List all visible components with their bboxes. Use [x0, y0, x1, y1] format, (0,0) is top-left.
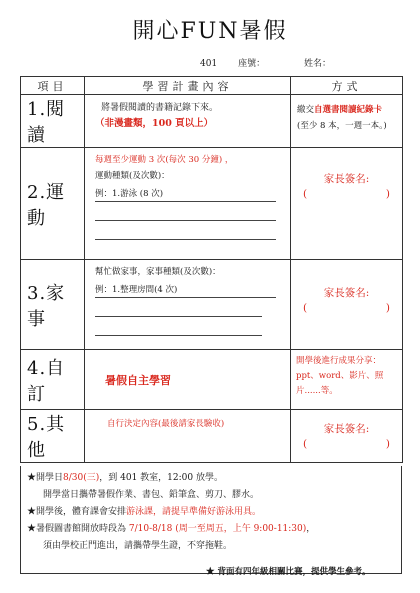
sports-blank-line-1[interactable] — [95, 206, 276, 221]
item-reading: 1.閱讀 — [21, 95, 85, 148]
plan-sports — [85, 148, 291, 260]
header-method: 方式 — [291, 77, 403, 95]
paren-close: ) — [385, 188, 390, 200]
chores-blank-line-2[interactable] — [95, 321, 262, 336]
item-other: 5.其他 — [21, 410, 85, 463]
header-item: 項目 — [21, 77, 85, 95]
footer-note: ★ 背面有四年級相關比賽，提供學生參考。 — [206, 567, 371, 577]
note-library-hours: 7/10-8/18 (周一至周五，上午 9:00-11:30) — [128, 524, 307, 534]
page-title: 開心FUN暑假 — [132, 19, 288, 44]
table-row-sports — [21, 148, 403, 260]
chores-signature-label: 家長簽名: — [323, 287, 370, 299]
note-school-start — [27, 470, 395, 487]
paren-close: ) — [385, 438, 390, 450]
note-school-start-items: 開學當日攜帶暑假作業、書包、鉛筆盒、剪刀、膠水。 — [43, 490, 260, 500]
sports-label: 運動種類(及次數)： — [95, 171, 170, 181]
method-self — [291, 350, 403, 410]
notes-section — [20, 466, 402, 574]
sports-requirement: 每週至少運動 3 次(每次 30 分鐘) ， — [95, 155, 234, 165]
note-swim-class: 游泳課 — [126, 507, 154, 517]
method-chores — [291, 260, 403, 350]
note-text: ，到 401 教室，12:00 放學。 — [99, 473, 223, 483]
chores-blank-line-1[interactable] — [95, 302, 262, 317]
reading-desc: 將暑假閱讀的書籍記錄下來。 — [101, 103, 219, 113]
seat-label: 座號： — [238, 59, 266, 69]
chores-label: 幫忙做家事，家事種類(及次數)： — [95, 267, 221, 277]
item-chores: 3.家事 — [21, 260, 85, 350]
table-row-self — [21, 350, 403, 410]
class-number: 401 — [200, 59, 218, 69]
plan-other — [85, 410, 291, 463]
paren-open: ( — [303, 302, 308, 314]
sports-signature-field[interactable] — [291, 188, 402, 200]
note-text: ★暑假圖書館開放時段為 — [27, 524, 129, 534]
paren-close: ) — [385, 302, 390, 314]
note-swimming — [27, 504, 395, 521]
reading-method-prefix: 繳交 — [297, 105, 315, 115]
paren-open: ( — [303, 188, 308, 200]
other-content: 自行決定內容(最後請家長驗收) — [107, 419, 225, 429]
table-row-chores — [21, 260, 403, 350]
sports-blank-line-2[interactable] — [95, 225, 276, 240]
sports-signature-label: 家長簽名: — [323, 173, 370, 185]
chores-signature-field[interactable] — [291, 302, 402, 314]
other-signature-field[interactable] — [291, 438, 402, 450]
item-self: 4.自訂 — [21, 350, 85, 410]
table-row-other — [21, 410, 403, 463]
note-library-rules: 須由學校正門進出，請攜帶學生證，不穿拖鞋。 — [43, 541, 233, 551]
table-row-reading — [21, 95, 403, 148]
header-plan: 學習計畫內容 — [85, 77, 291, 95]
note-text: ★開學日 — [27, 473, 64, 483]
item-sports: 2.運動 — [21, 148, 85, 260]
other-signature-label: 家長簽名: — [323, 423, 370, 435]
self-method: 開學後進行成果分享：ppt、word、影片、照片......等。 — [296, 356, 384, 396]
method-other — [291, 410, 403, 463]
paren-open: ( — [303, 438, 308, 450]
plan-chores — [85, 260, 291, 350]
self-content: 暑假自主學習 — [105, 373, 171, 387]
study-plan-table — [20, 76, 403, 463]
method-reading — [291, 95, 403, 148]
reading-requirement: （非漫畫類，100 頁以上） — [95, 118, 214, 129]
note-swim-prep: ，請提早準備好游泳用具。 — [153, 507, 262, 517]
name-label: 姓名： — [303, 59, 331, 69]
sports-example-line: 例：1.游泳 (8 次) — [95, 187, 276, 202]
reading-method-note: (至少 8 本，一週一本。) — [297, 121, 387, 131]
note-library — [27, 521, 395, 538]
note-text: ★開學後，體育課會安排 — [27, 507, 127, 517]
note-date: 8/30(三) — [63, 473, 100, 483]
note-text: ， — [306, 524, 316, 534]
table-header-row — [21, 77, 403, 95]
plan-self — [85, 350, 291, 410]
student-info — [200, 56, 331, 69]
reading-method-card: 自選書閱讀紀錄卡 — [314, 105, 383, 115]
chores-example-line: 例：1.整理房間(4 次) — [95, 283, 276, 298]
plan-reading — [85, 95, 291, 148]
method-sports — [291, 148, 403, 260]
